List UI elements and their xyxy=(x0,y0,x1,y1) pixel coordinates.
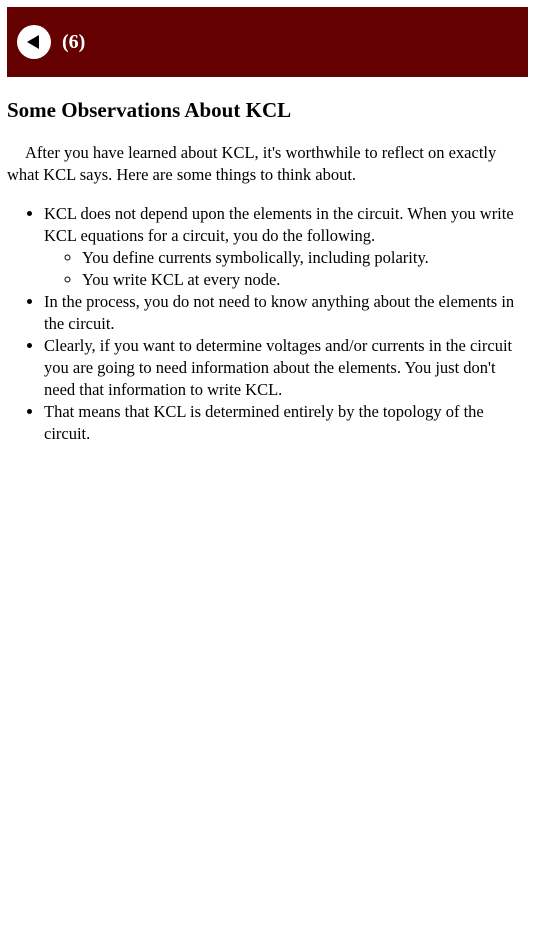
observations-list xyxy=(7,203,528,445)
sub-list-item: ◦ You write KCL at every node. xyxy=(82,269,528,291)
back-button[interactable] xyxy=(17,25,51,59)
list-item-text: KCL does not depend upon the elements in the circuit. When you write KCL equations for a circuit, you do the following. xyxy=(44,204,514,245)
list-item-text: That means that KCL is determined entirely by the topology of the circuit. xyxy=(44,402,484,443)
header-bar xyxy=(7,7,528,77)
list-item xyxy=(44,335,528,401)
list-item xyxy=(44,401,528,445)
list-item xyxy=(44,203,528,291)
page-number: (6) xyxy=(62,31,86,53)
main-content xyxy=(7,96,528,445)
intro-paragraph: After you have learned about KCL, it's worthwhile to reflect on exactly what KCL says. Here are some things to think about. xyxy=(7,143,497,184)
back-arrow-icon xyxy=(27,35,39,49)
page-title: Some Observations About KCL xyxy=(7,98,292,122)
list-item xyxy=(44,291,528,335)
sub-list-item: ◦ You define currents symbolically, including polarity. xyxy=(82,247,528,269)
sub-list xyxy=(44,247,528,291)
list-item-text: In the process, you do not need to know anything about the elements in the circuit. xyxy=(44,292,515,333)
list-item-text: Clearly, if you want to determine voltages and/or currents in the circuit you are going to need information about the elements. You just don't need that information to write KCL. xyxy=(44,336,513,399)
